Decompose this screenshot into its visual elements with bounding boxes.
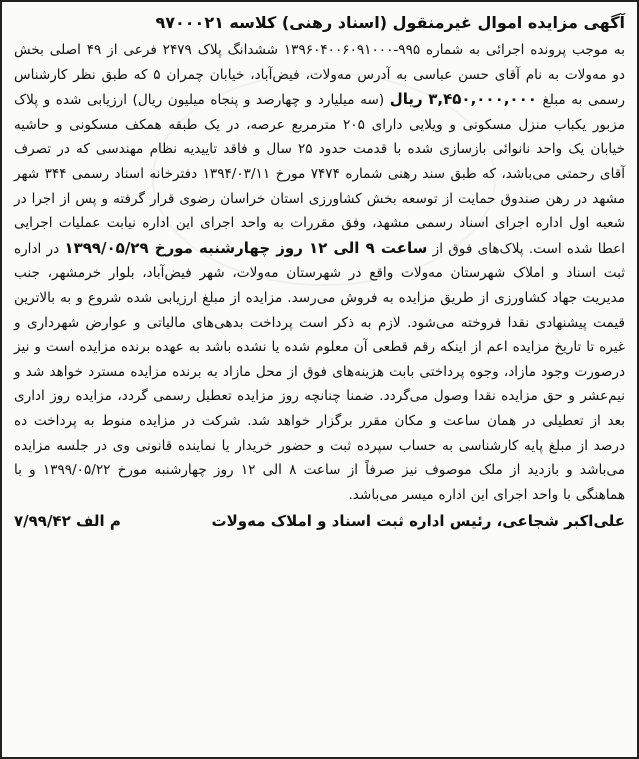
signature: علی‌اکبر شجاعی، رئیس اداره ثبت اسناد و املاک مه‌ولات bbox=[211, 512, 625, 531]
body-part-3: در اداره ثبت اسناد و املاک شهرستان مه‌ولات واقع در شهرستان مه‌ولات، شهر فیض‌آباد، بلوار خرمشهر، جنب مدیریت جهاد کشاورزی از طریق مزایده به فروش می‌رسد. مزایده از مبلغ ارزیابی شده شروع و به بالاترین قیمت پیشنهادی نقدا فروخته می‌شود. لازم به ذکر است پرداخت بدهی‌های مالیاتی و عوارض شهرداری و غیره تا تاریخ مزایده اعم از اینکه رقم قطعی آن معلوم شده یا نشده باشد به عهده برنده مزایده است و نیز درصورت وجود مازاد، وجوه پرداختی بابت هزینه‌های فوق از محل مازاد به برنده مزایده مسترد خواهد شد و نیم‌عشر و حق مزایده نقدا وصول می‌گردد. ضمنا چنانچه روز مزایده تعطیل رسمی گردد، مزایده روز اداری بعد از تعطیلی در همان ساعت و مکان مقرر برگزار خواهد شد. شرکت در مزایده منوط به پرداخت ده درصد از مبلغ پایه کارشناسی به حساب سپرده ثبت و حضور خریدار یا نماینده قانونی وی در جلسه مزایده می‌باشد و بازدید از ملک موصوف نیز صرفاً از ساعت ۸ الی ۱۲ روز چهارشنبه مورخ ۱۳۹۹/۰۵/۲۲ و با هماهنگی با واحد اجرای این اداره میسر می‌باشد. bbox=[14, 240, 625, 503]
notice-footer bbox=[14, 509, 625, 533]
auction-time: ساعت ۹ الی ۱۲ روز چهارشنبه مورخ ۱۳۹۹/۰۵/۲۹ bbox=[64, 238, 428, 257]
body-part-1: به موجب پرونده اجرائی به شماره ۹۹۵-۱۳۹۶۰۴۰۰۶۰۹۱۰۰۰ ششدانگ پلاک ۲۴۷۹ فرعی از ۴۹ اصلی بخش دو مه‌ولات به نام آقای حسن عباسی به آدرس مه‌ولات، فیض‌آباد، خیابان چمران ۵ که طبق نظر کارشناس رسمی به مبلغ bbox=[14, 42, 626, 109]
body-part-2: (سه میلیارد و چهارصد و پنجاه میلیون ریال) ارزیابی شده و پلاک مزبور یکباب منزل مسکونی و ویلایی دارای ۲۰۵ مترمربع عرصه، در یک طبقه همکف مسکونی و حاشیه خیابان یک واحد نانوائی بازسازی شده با قدمت حدود ۲۵ سال و فاقد تاییدیه نظام مهندسی که در تصرف آقای رحمتی می‌باشد، که طبق سند رهنی شماره ۷۴۷۴ مورخ ۱۳۹۴/۰۳/۱۱ دفترخانه اسناد رسمی ۳۴۴ شهر مشهد در رهن صندوق حمایت از توسعه بخش کشاورزی استان خراسان رضوی قرار گرفته و پس از اجرا در شعبه اول اداره اجرای اسناد رسمی مشهد، وفق مقررات به واحد اجرای این اداره نیابت عملیات اجرایی اعطا شده است. پلاک‌های فوق از bbox=[14, 92, 626, 257]
notice-body bbox=[14, 38, 625, 507]
notice-title: آگهی مزایده اموال غیرمنقول (اسناد رهنی) کلاسه ۹۷۰۰۰۲۱ bbox=[155, 13, 625, 32]
reference-code: م الف ۷/۹۹/۴۲ bbox=[14, 512, 121, 531]
currency-label: ریال bbox=[389, 90, 423, 109]
appraisal-amount: ۳,۴۵۰,۰۰۰,۰۰۰ bbox=[428, 90, 537, 109]
